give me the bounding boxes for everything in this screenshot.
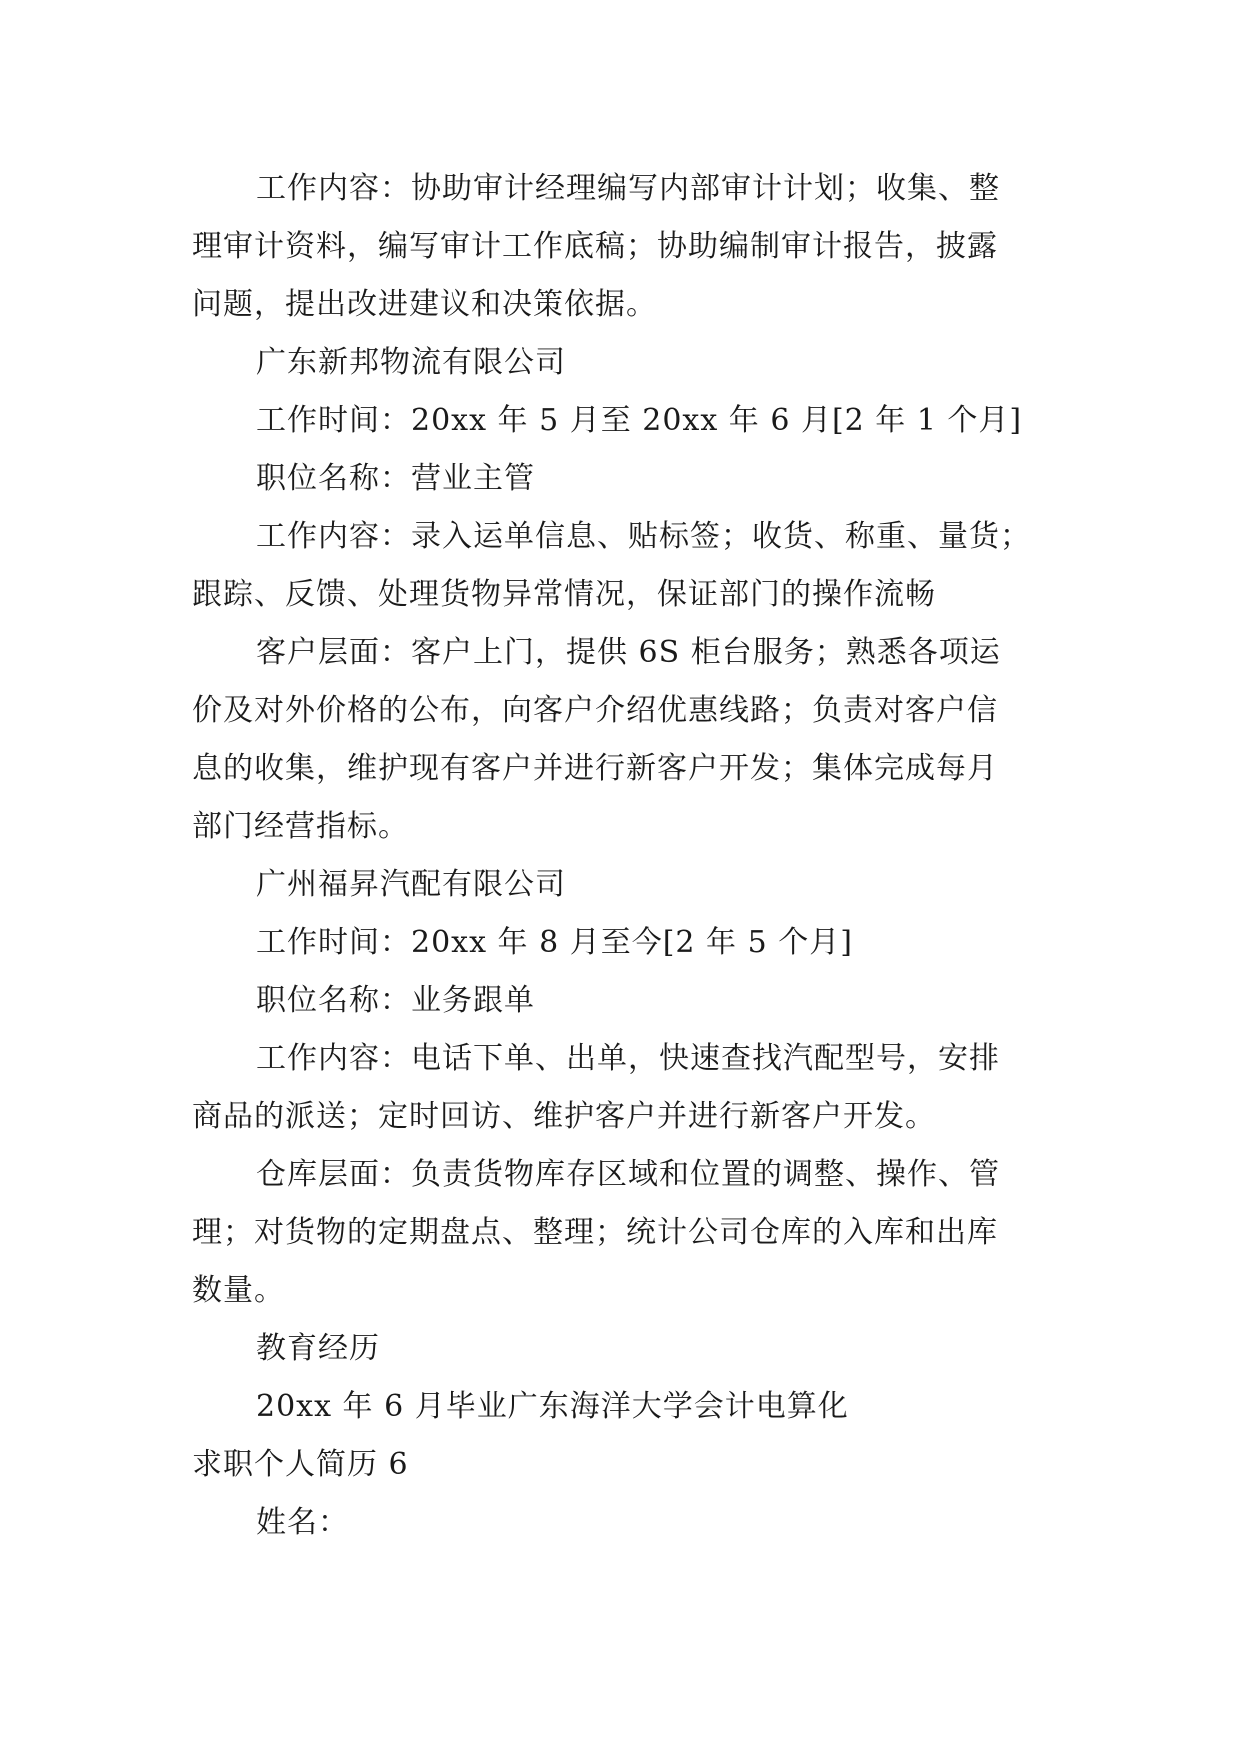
- text-line: 跟踪、反馈、处理货物异常情况，保证部门的操作流畅: [192, 577, 936, 612]
- text-line: 问题，提出改进建议和决策依据。: [192, 287, 657, 322]
- resume-title: [192, 1436, 1054, 1494]
- paragraph-warehouse-level: [192, 1146, 1054, 1320]
- company-name-xinbang: [192, 334, 1054, 392]
- text-line: 商品的派送；定时回访、维护客户并进行新客户开发。: [192, 1099, 936, 1134]
- text-line: 广东新邦物流有限公司: [256, 345, 566, 380]
- text-line: 工作内容：协助审计经理编写内部审计计划；收集、整: [256, 171, 1000, 206]
- text-line: 数量。: [192, 1273, 285, 1308]
- text-line: 广州福昇汽配有限公司: [256, 867, 566, 902]
- text-line: 理审计资料，编写审计工作底稿；协助编制审计报告，披露: [192, 229, 998, 264]
- work-period-xinbang: [192, 392, 1054, 450]
- text-line: 息的收集，维护现有客户并进行新客户开发；集体完成每月: [192, 751, 998, 786]
- company-name-fusheng: [192, 856, 1054, 914]
- text-line: 姓名：: [256, 1505, 349, 1540]
- text-line: 工作时间：20xx 年 8 月至今[2 年 5 个月]: [256, 925, 853, 960]
- text-line: 职位名称：业务跟单: [256, 983, 535, 1018]
- text-line: 求职个人简历 6: [192, 1447, 409, 1482]
- text-line: 工作时间：20xx 年 5 月至 20xx 年 6 月[2 年 1 个月]: [256, 403, 1023, 438]
- field-name-label: [192, 1494, 1054, 1552]
- paragraph-work-content-audit: [192, 160, 1054, 334]
- paragraph-work-content-xinbang: [192, 508, 1054, 624]
- work-period-fusheng: [192, 914, 1054, 972]
- job-title-fusheng: [192, 972, 1054, 1030]
- text-line: 教育经历: [256, 1331, 380, 1366]
- text-line: 仓库层面：负责货物库存区域和位置的调整、操作、管: [256, 1157, 1000, 1192]
- text-line: 工作内容：电话下单、出单，快速查找汽配型号，安排: [256, 1041, 1000, 1076]
- text-line: 职位名称：营业主管: [256, 461, 535, 496]
- document-body: [192, 160, 1054, 1552]
- text-line: 客户层面：客户上门，提供 6S 柜台服务；熟悉各项运: [256, 635, 1001, 670]
- education-entry: [192, 1378, 1054, 1436]
- text-line: 理；对货物的定期盘点、整理；统计公司仓库的入库和出库: [192, 1215, 998, 1250]
- text-line: 工作内容：录入运单信息、贴标签；收货、称重、量货；: [256, 519, 1031, 554]
- paragraph-work-content-fusheng: [192, 1030, 1054, 1146]
- text-line: 部门经营指标。: [192, 809, 409, 844]
- job-title-xinbang: [192, 450, 1054, 508]
- text-line: 20xx 年 6 月毕业广东海洋大学会计电算化: [256, 1389, 849, 1424]
- paragraph-customer-level: [192, 624, 1054, 856]
- text-line: 价及对外价格的公布，向客户介绍优惠线路；负责对客户信: [192, 693, 998, 728]
- section-heading-education: [192, 1320, 1054, 1378]
